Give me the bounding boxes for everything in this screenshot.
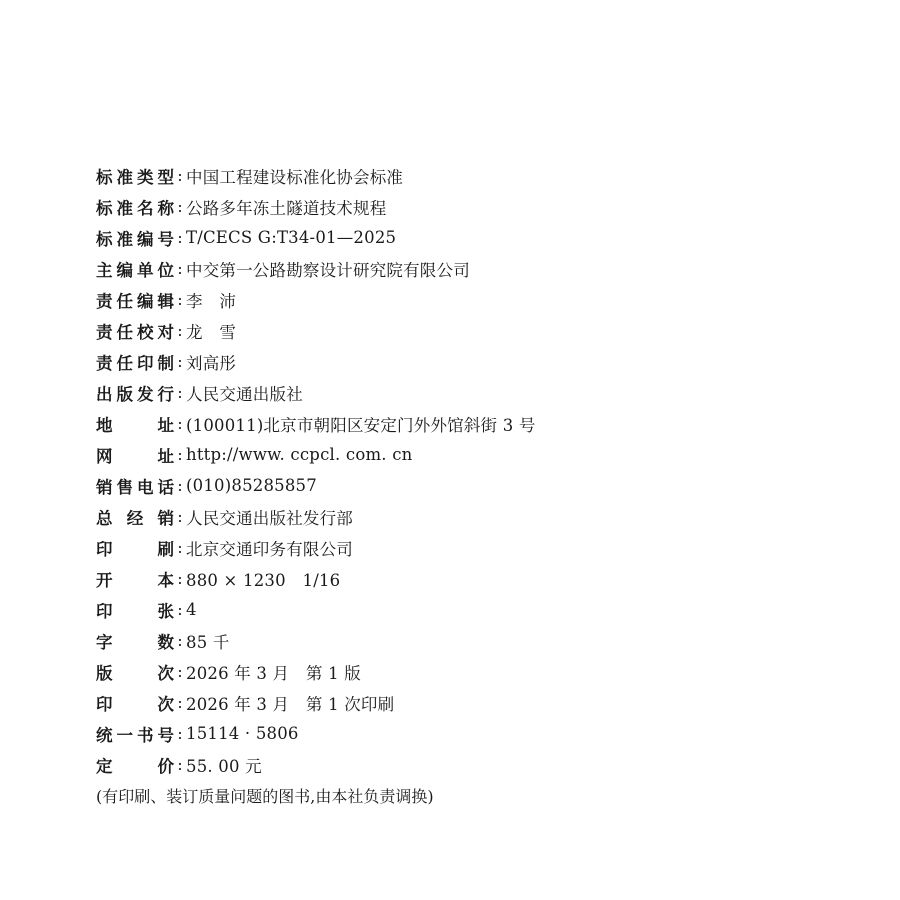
- entry-label-char: 编: [137, 291, 154, 311]
- entry-label-char: 本: [157, 570, 174, 590]
- entry-label: [96, 381, 174, 405]
- entry-label: [96, 226, 174, 250]
- colophon-entry: [96, 687, 856, 718]
- entry-label-char: 印: [96, 694, 113, 714]
- entry-label-char: 对: [157, 322, 174, 342]
- colophon-entry: [96, 191, 856, 222]
- entry-label: [96, 195, 174, 219]
- entry-label-char: 标: [96, 198, 113, 218]
- entry-label-char: 准: [116, 229, 133, 249]
- entry-label-char: 行: [157, 384, 174, 404]
- entry-label-char: 经: [126, 508, 144, 528]
- entry-label-char: 址: [157, 446, 174, 466]
- entry-label-char: 销: [96, 477, 113, 497]
- entry-label-char: 张: [157, 601, 174, 621]
- colophon-entry: [96, 563, 856, 594]
- footer-note: (有印刷、装订质量问题的图书,由本社负责调换): [96, 787, 434, 806]
- entry-label-char: 地: [96, 415, 113, 435]
- entry-label-char: 统: [96, 725, 113, 745]
- entry-label-char: 出: [96, 384, 113, 404]
- entry-label-char: 责: [96, 291, 113, 311]
- entry-label: [96, 350, 174, 374]
- entry-label-char: 名: [137, 198, 154, 218]
- entry-label: [96, 567, 174, 591]
- entry-label: [96, 722, 174, 746]
- entry-label-char: 任: [116, 322, 133, 342]
- entry-colon: :: [177, 414, 183, 433]
- entry-value: 李 沛: [186, 291, 237, 311]
- entry-label-char: 版: [96, 663, 113, 683]
- entry-value: 2026 年 3 月 第 1 版: [186, 663, 361, 683]
- entry-colon: :: [177, 228, 183, 247]
- entry-value: 龙 雪: [186, 322, 237, 342]
- entry-label: [96, 319, 174, 343]
- entry-value: 55. 00 元: [186, 756, 262, 776]
- entry-label-char: 任: [116, 291, 133, 311]
- entry-colon: :: [177, 166, 183, 185]
- colophon-entry: [96, 377, 856, 408]
- entry-label: [96, 474, 174, 498]
- entry-label-char: 称: [157, 198, 174, 218]
- entry-label-char: 书: [137, 725, 154, 745]
- entry-label-char: 发: [137, 384, 154, 404]
- entry-value: 人民交通出版社发行部: [186, 508, 353, 528]
- entry-label-char: 辑: [157, 291, 174, 311]
- entry-label-char: 责: [96, 353, 113, 373]
- entry-colon: :: [177, 445, 183, 464]
- entry-label: [96, 660, 174, 684]
- colophon-entry: [96, 625, 856, 656]
- entry-colon: :: [177, 600, 183, 619]
- entry-label-char: 准: [116, 167, 133, 187]
- colophon-block: [96, 160, 856, 811]
- entry-label-char: 型: [157, 167, 174, 187]
- entry-label: [96, 412, 174, 436]
- entry-colon: :: [177, 662, 183, 681]
- entry-label: [96, 598, 174, 622]
- colophon-entry: [96, 160, 856, 191]
- entry-value: 中国工程建设标准化协会标准: [186, 167, 404, 187]
- entry-value: 北京交通印务有限公司: [186, 539, 353, 559]
- entry-value: (100011)北京市朝阳区安定门外外馆斜街 3 号: [186, 415, 536, 435]
- entry-label-char: 售: [116, 477, 133, 497]
- entry-value: (010)85285857: [186, 476, 317, 495]
- entry-label-char: 网: [96, 446, 113, 466]
- entry-label-char: 印: [96, 601, 113, 621]
- entry-value: 中交第一公路勘察设计研究院有限公司: [186, 260, 470, 280]
- colophon-entries: [96, 160, 856, 780]
- entry-label-char: 标: [96, 167, 113, 187]
- colophon-entry: [96, 470, 856, 501]
- colophon-entry: [96, 594, 856, 625]
- entry-value: 刘高彤: [186, 353, 237, 373]
- entry-colon: :: [177, 724, 183, 743]
- colophon-entry: [96, 532, 856, 563]
- entry-colon: :: [177, 290, 183, 309]
- entry-value: http://www. ccpcl. com. cn: [186, 445, 413, 464]
- entry-label-char: 制: [157, 353, 174, 373]
- entry-value: 85 千: [186, 632, 230, 652]
- entry-label: [96, 288, 174, 312]
- entry-label-char: 电: [137, 477, 154, 497]
- entry-label-char: 一: [116, 725, 133, 745]
- entry-colon: :: [177, 693, 183, 712]
- entry-label-char: 准: [116, 198, 133, 218]
- entry-colon: :: [177, 321, 183, 340]
- entry-label-char: 印: [137, 353, 154, 373]
- entry-label-char: 开: [96, 570, 113, 590]
- colophon-entry: [96, 315, 856, 346]
- entry-label-char: 号: [157, 725, 174, 745]
- entry-value: 15114 · 5806: [186, 724, 299, 743]
- entry-colon: :: [177, 755, 183, 774]
- entry-label: [96, 505, 174, 529]
- entry-label-char: 定: [96, 756, 113, 776]
- colophon-entry: [96, 749, 856, 780]
- entry-label-char: 话: [157, 477, 174, 497]
- entry-label-char: 销: [157, 508, 174, 528]
- entry-colon: :: [177, 352, 183, 371]
- entry-colon: :: [177, 383, 183, 402]
- entry-label-char: 字: [96, 632, 113, 652]
- colophon-entry: [96, 253, 856, 284]
- entry-label-char: 编: [116, 260, 133, 280]
- entry-colon: :: [177, 569, 183, 588]
- entry-label-char: 任: [116, 353, 133, 373]
- entry-label-char: 校: [137, 322, 154, 342]
- entry-label-char: 次: [157, 663, 174, 683]
- entry-label-char: 址: [157, 415, 174, 435]
- entry-label: [96, 691, 174, 715]
- entry-label-char: 标: [96, 229, 113, 249]
- colophon-entry: [96, 718, 856, 749]
- entry-label: [96, 753, 174, 777]
- colophon-entry: [96, 346, 856, 377]
- entry-value: 880 × 1230 1/16: [186, 570, 341, 590]
- entry-colon: :: [177, 538, 183, 557]
- entry-value: T/CECS G:T34-01—2025: [186, 228, 397, 247]
- entry-colon: :: [177, 259, 183, 278]
- entry-label: [96, 257, 174, 281]
- entry-label-char: 数: [157, 632, 174, 652]
- entry-label: [96, 443, 174, 467]
- colophon-entry: [96, 439, 856, 470]
- entry-colon: :: [177, 507, 183, 526]
- entry-label-char: 印: [96, 539, 113, 559]
- colophon-entry: [96, 501, 856, 532]
- entry-label: [96, 629, 174, 653]
- entry-label-char: 号: [157, 229, 174, 249]
- entry-value: 4: [186, 600, 197, 619]
- entry-label: [96, 164, 174, 188]
- entry-colon: :: [177, 476, 183, 495]
- colophon-entry: [96, 408, 856, 439]
- colophon-entry: [96, 284, 856, 315]
- entry-label-char: 次: [157, 694, 174, 714]
- entry-label-char: 刷: [157, 539, 174, 559]
- entry-colon: :: [177, 197, 183, 216]
- entry-value: 人民交通出版社: [186, 384, 303, 404]
- entry-value: 2026 年 3 月 第 1 次印刷: [186, 694, 395, 714]
- entry-label-char: 位: [157, 260, 174, 280]
- colophon-entry: [96, 656, 856, 687]
- entry-label-char: 类: [137, 167, 154, 187]
- entry-colon: :: [177, 631, 183, 650]
- entry-label-char: 价: [157, 756, 174, 776]
- entry-value: 公路多年冻土隧道技术规程: [186, 198, 387, 218]
- entry-label-char: 版: [116, 384, 133, 404]
- entry-label-char: 单: [137, 260, 154, 280]
- entry-label-char: 责: [96, 322, 113, 342]
- entry-label-char: 总: [96, 508, 113, 528]
- entry-label: [96, 536, 174, 560]
- entry-label-char: 主: [96, 260, 113, 280]
- entry-label-char: 编: [137, 229, 154, 249]
- colophon-entry: [96, 222, 856, 253]
